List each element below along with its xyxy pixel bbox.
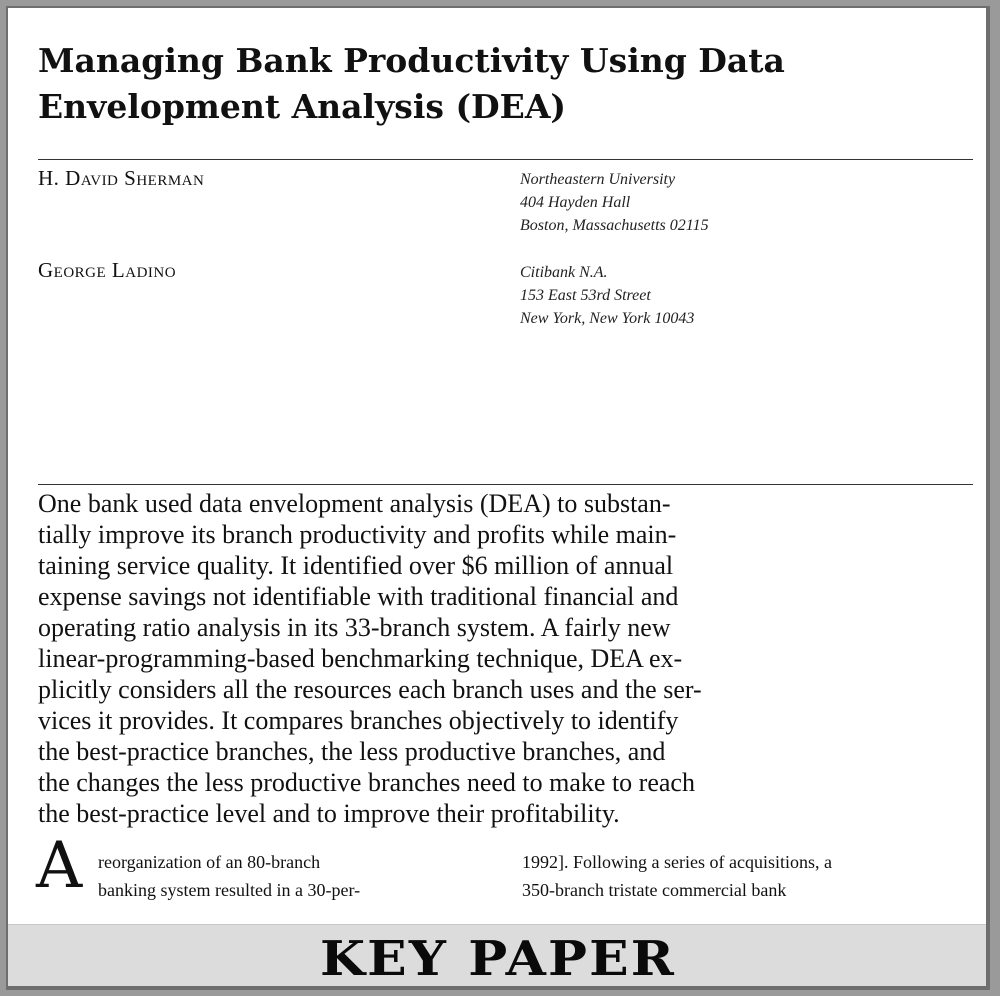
body-line: 1992]. Following a series of acquisitions, a: [522, 852, 832, 872]
body-line: banking system resulted in a 30-per-: [98, 880, 361, 900]
affiliation-line: Citibank N.A.: [520, 264, 608, 281]
key-paper-banner: [8, 924, 988, 989]
title-line-2: Envelopment Analysis (DEA): [38, 87, 567, 126]
abstract: [38, 488, 978, 829]
banner-label: KEY PAPER: [319, 931, 677, 987]
abstract-line: linear-programming-based benchmarking technique, DEA ex-: [38, 644, 683, 673]
abstract-line: the best-practice level and to improve their profitability.: [38, 799, 620, 828]
author-name-2: George Ladino: [38, 258, 177, 282]
body-column-right: [522, 848, 832, 904]
author-name-1: H. David Sherman: [38, 166, 205, 190]
affiliation-line: Northeastern University: [520, 171, 676, 188]
body-line: 350-branch tristate commercial bank: [522, 880, 787, 900]
abstract-line: operating ratio analysis in its 33-branch system. A fairly new: [38, 613, 671, 642]
affiliation-line: New York, New York 10043: [520, 310, 695, 327]
body-line: reorganization of an 80-branch: [98, 852, 321, 872]
divider-abstract: [38, 484, 973, 485]
author-affiliation-1: [520, 168, 709, 237]
abstract-line: tially improve its branch productivity and profits while main-: [38, 520, 677, 549]
divider-top: [38, 159, 973, 160]
abstract-line: expense savings not identifiable with traditional financial and: [38, 582, 679, 611]
affiliation-line: 153 East 53rd Street: [520, 287, 651, 304]
abstract-line: taining service quality. It identified over $6 million of annual: [38, 551, 674, 580]
affiliation-line: 404 Hayden Hall: [520, 194, 631, 211]
title-line-1: Managing Bank Productivity Using Data: [38, 41, 785, 80]
abstract-line: the best-practice branches, the less productive branches, and: [38, 737, 666, 766]
paper-title: [38, 38, 938, 130]
paper-page: [6, 6, 990, 990]
drop-cap: A: [36, 829, 83, 903]
abstract-line: plicitly considers all the resources each branch uses and the ser-: [38, 675, 702, 704]
abstract-line: the changes the less productive branches need to make to reach: [38, 768, 695, 797]
abstract-line: One bank used data envelopment analysis (DEA) to substan-: [38, 489, 671, 518]
affiliation-line: Boston, Massachusetts 02115: [520, 217, 709, 234]
abstract-line: vices it provides. It compares branches objectively to identify: [38, 706, 679, 735]
author-affiliation-2: [520, 261, 694, 330]
